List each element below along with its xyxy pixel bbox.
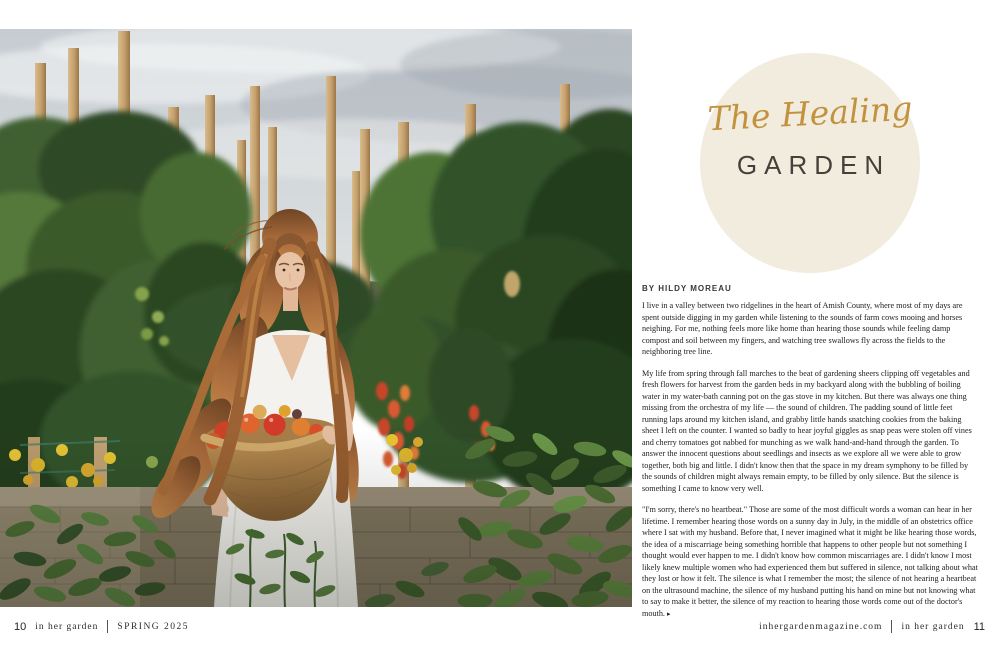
issue-label: SPRING 2025 bbox=[117, 621, 190, 632]
article-title-script: The Healing bbox=[706, 88, 914, 139]
paragraph-1: I live in a valley between two ridgelines in the heart of Amish County, where most of my days are spent outside digging in my garden while listening to the sounds of farm cows mooing and horses neighing. For me, nothing feels more like home than hearing those sounds while feeling damp compost and soil between my fingers, and watching tree swallows fly across the fields to the neighboring tree line. bbox=[642, 301, 963, 356]
magazine-name-right: in her garden bbox=[901, 621, 965, 632]
magazine-website: inhergardenmagazine.com bbox=[759, 621, 883, 632]
page-number-left: 10 bbox=[14, 620, 27, 633]
article-body bbox=[642, 300, 978, 630]
paragraph-3 bbox=[642, 504, 978, 620]
folio-right bbox=[759, 620, 985, 633]
article-title-main: GARDEN bbox=[736, 150, 891, 180]
magazine-name-left: in her garden bbox=[35, 621, 99, 632]
folio-divider bbox=[107, 620, 108, 633]
garden-photo bbox=[0, 29, 632, 607]
title-badge bbox=[700, 53, 920, 273]
paragraph-2: My life from spring through fall marches to the beat of gardening sheers clipping off vegetables and fresh flowers for harvest from the garden beds in my backyard along with the bubbling of boiling water in my water-bath canning pot on the gas stove in my kitchen. But there was always one thing missing from the orchestra of my life — the sound of children. The padding sound of little feet running laps around my kitchen island, and grabby little hands snatching cookies from the baking sheet I left on the counter. I wanted so badly to hear joyful giggles as snap peas were stolen off vines and cherry tomatoes got nabbed for munching as we walk hand-and-hand through the garden. To answer the innocent questions about seedlings and insects as we explore all we were able to grow together, both big and little. I didn't know then that the space in my dream symphony to be filled by the sounds of children might always remain empty, to be filled by only silence. But the silence is something I came to know very well. bbox=[642, 368, 972, 493]
folio-divider bbox=[891, 620, 892, 633]
byline: BY HILDY MOREAU bbox=[642, 284, 732, 293]
end-of-article-mark: ▸ bbox=[667, 609, 671, 618]
paragraph-3-text: "I'm sorry, there's no heartbeat." Those are some of the most difficult words a woman can hear in her lifetime. I remember hearing those words on a sunny day in July, in the middle of an obstetrics office where I sat with my husband. Before that, I never imagined what it might be like hearing those words, the idea of a miscarriage being something horrible that happens to other people but not something I thought would ever happen to me. I didn't know how common miscarriages are. I didn't know I most likely knew multiple women who had experienced them but suffered in silence, not talking about what they lost or how it felt. The silence is what I remember the most; the silence of not hearing a heartbeat on the ultrasound machine, the silence of my husband putting his hand on mine but not knowing what to say to make it better, the silence of my reaction to hearing those words come out of the doctor's mouth. bbox=[642, 505, 978, 618]
folio-left bbox=[14, 620, 189, 633]
page-number-right: 11 bbox=[973, 620, 985, 633]
